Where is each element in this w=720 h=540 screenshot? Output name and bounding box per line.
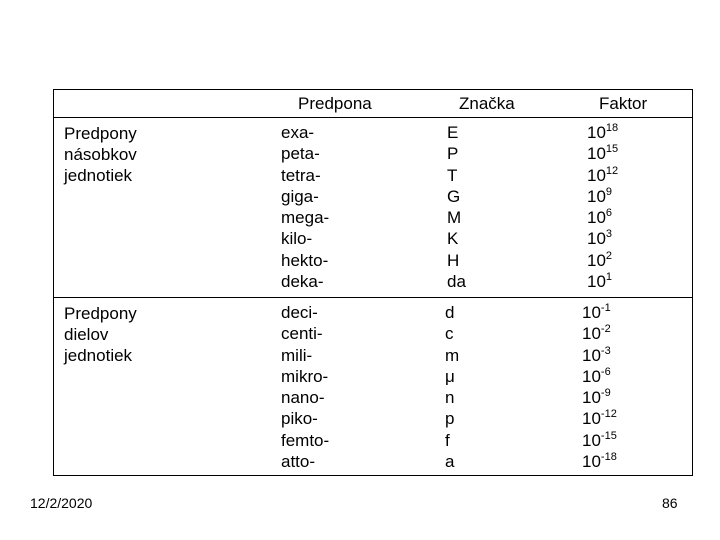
prefix-table — [53, 89, 693, 476]
factor-exponent: -15 — [600, 429, 617, 442]
prefix-list — [281, 302, 329, 472]
factor-base: 10 — [582, 388, 601, 408]
prefix-list — [281, 122, 329, 292]
factor-cell — [587, 186, 618, 207]
group-label-line: Predpony — [64, 304, 137, 323]
factor-base: 10 — [582, 345, 601, 365]
prefix-cell: centi- — [281, 324, 323, 344]
factor-cell — [582, 408, 617, 429]
page-number: 86 — [662, 495, 678, 511]
symbol-cell: c — [445, 324, 454, 344]
table-header-row — [54, 90, 692, 118]
factor-list — [587, 122, 618, 292]
group-label-line: jednotiek — [64, 166, 133, 185]
factor-exponent: 12 — [605, 164, 619, 177]
factor-base: 10 — [587, 123, 606, 142]
prefix-cell: deka- — [281, 272, 324, 292]
factor-cell — [587, 143, 618, 164]
prefix-cell: tetra- — [281, 165, 321, 185]
symbol-cell: P — [447, 144, 459, 164]
group-label-line: násobkov — [64, 145, 137, 164]
factor-list — [582, 302, 617, 472]
factor-base: 10 — [582, 430, 601, 450]
factor-exponent: 18 — [605, 122, 619, 134]
factor-exponent: 9 — [605, 185, 613, 198]
factor-exponent: -3 — [600, 344, 611, 357]
prefix-cell: piko- — [281, 409, 318, 429]
symbol-cell: a — [445, 452, 455, 472]
prefix-cell: mega- — [281, 208, 330, 228]
symbol-cell: T — [447, 165, 458, 185]
prefix-cell: femto- — [281, 430, 330, 450]
header-symbol: Značka — [459, 94, 515, 113]
symbol-list — [447, 122, 466, 292]
group-label-line: dielov — [64, 325, 109, 344]
factor-cell — [582, 345, 617, 366]
group-submultiples — [54, 298, 692, 476]
header-prefix: Predpona — [298, 94, 372, 113]
factor-cell — [582, 430, 617, 451]
factor-exponent: 1 — [605, 271, 613, 284]
group-label-line: Predpony — [64, 124, 137, 143]
group-label — [64, 123, 137, 186]
factor-exponent: -6 — [600, 365, 611, 378]
factor-cell — [587, 271, 618, 292]
factor-base: 10 — [587, 272, 606, 292]
factor-base: 10 — [587, 144, 606, 164]
prefix-cell: giga- — [281, 186, 319, 206]
factor-exponent: 2 — [605, 249, 613, 262]
symbol-cell: da — [447, 272, 466, 292]
factor-cell — [582, 366, 617, 387]
factor-base: 10 — [587, 186, 606, 206]
symbol-cell: n — [445, 388, 455, 408]
group-multiples — [54, 118, 692, 298]
factor-cell — [587, 165, 618, 186]
symbol-cell: p — [445, 409, 455, 429]
factor-cell — [582, 451, 617, 472]
factor-cell — [587, 122, 618, 143]
factor-cell — [587, 228, 618, 249]
symbol-cell: m — [445, 345, 460, 365]
factor-exponent: -12 — [600, 408, 617, 421]
symbol-cell: G — [447, 186, 461, 206]
factor-base: 10 — [582, 366, 601, 386]
symbol-cell: H — [447, 250, 460, 270]
symbol-cell: K — [447, 229, 459, 249]
factor-base: 10 — [587, 165, 606, 185]
factor-cell — [587, 207, 618, 228]
symbol-list — [445, 302, 459, 472]
factor-exponent: -9 — [600, 387, 611, 400]
symbol-cell: μ — [445, 366, 455, 386]
symbol-cell: d — [445, 303, 455, 322]
factor-base: 10 — [582, 409, 601, 429]
factor-exponent: -2 — [600, 323, 611, 336]
factor-base: 10 — [587, 229, 606, 249]
factor-cell — [582, 323, 617, 344]
factor-base: 10 — [587, 250, 606, 270]
symbol-cell: E — [447, 123, 459, 142]
factor-base: 10 — [582, 303, 601, 322]
group-label — [64, 303, 137, 366]
prefix-cell: exa- — [281, 123, 315, 142]
prefix-cell: deci- — [281, 303, 318, 322]
factor-cell — [582, 387, 617, 408]
header-factor: Faktor — [599, 94, 648, 113]
symbol-cell: f — [445, 430, 450, 450]
factor-base: 10 — [587, 208, 606, 228]
prefix-cell: hekto- — [281, 250, 329, 270]
factor-base: 10 — [582, 324, 601, 344]
group-label-line: jednotiek — [64, 346, 133, 365]
prefix-cell: peta- — [281, 144, 320, 164]
prefix-cell: atto- — [281, 452, 316, 472]
factor-exponent: 6 — [605, 207, 613, 220]
factor-base: 10 — [582, 452, 601, 472]
symbol-cell: M — [447, 208, 462, 228]
factor-exponent: -1 — [600, 302, 611, 314]
factor-exponent: -18 — [600, 451, 617, 464]
prefix-cell: nano- — [281, 388, 325, 408]
factor-cell — [587, 250, 618, 271]
prefix-cell: mikro- — [281, 366, 329, 386]
factor-exponent: 3 — [605, 228, 613, 241]
footer-date: 12/2/2020 — [30, 495, 93, 511]
prefix-cell: kilo- — [281, 229, 313, 249]
prefix-cell: mili- — [281, 345, 313, 365]
factor-exponent: 15 — [605, 143, 619, 156]
factor-cell — [582, 302, 617, 323]
